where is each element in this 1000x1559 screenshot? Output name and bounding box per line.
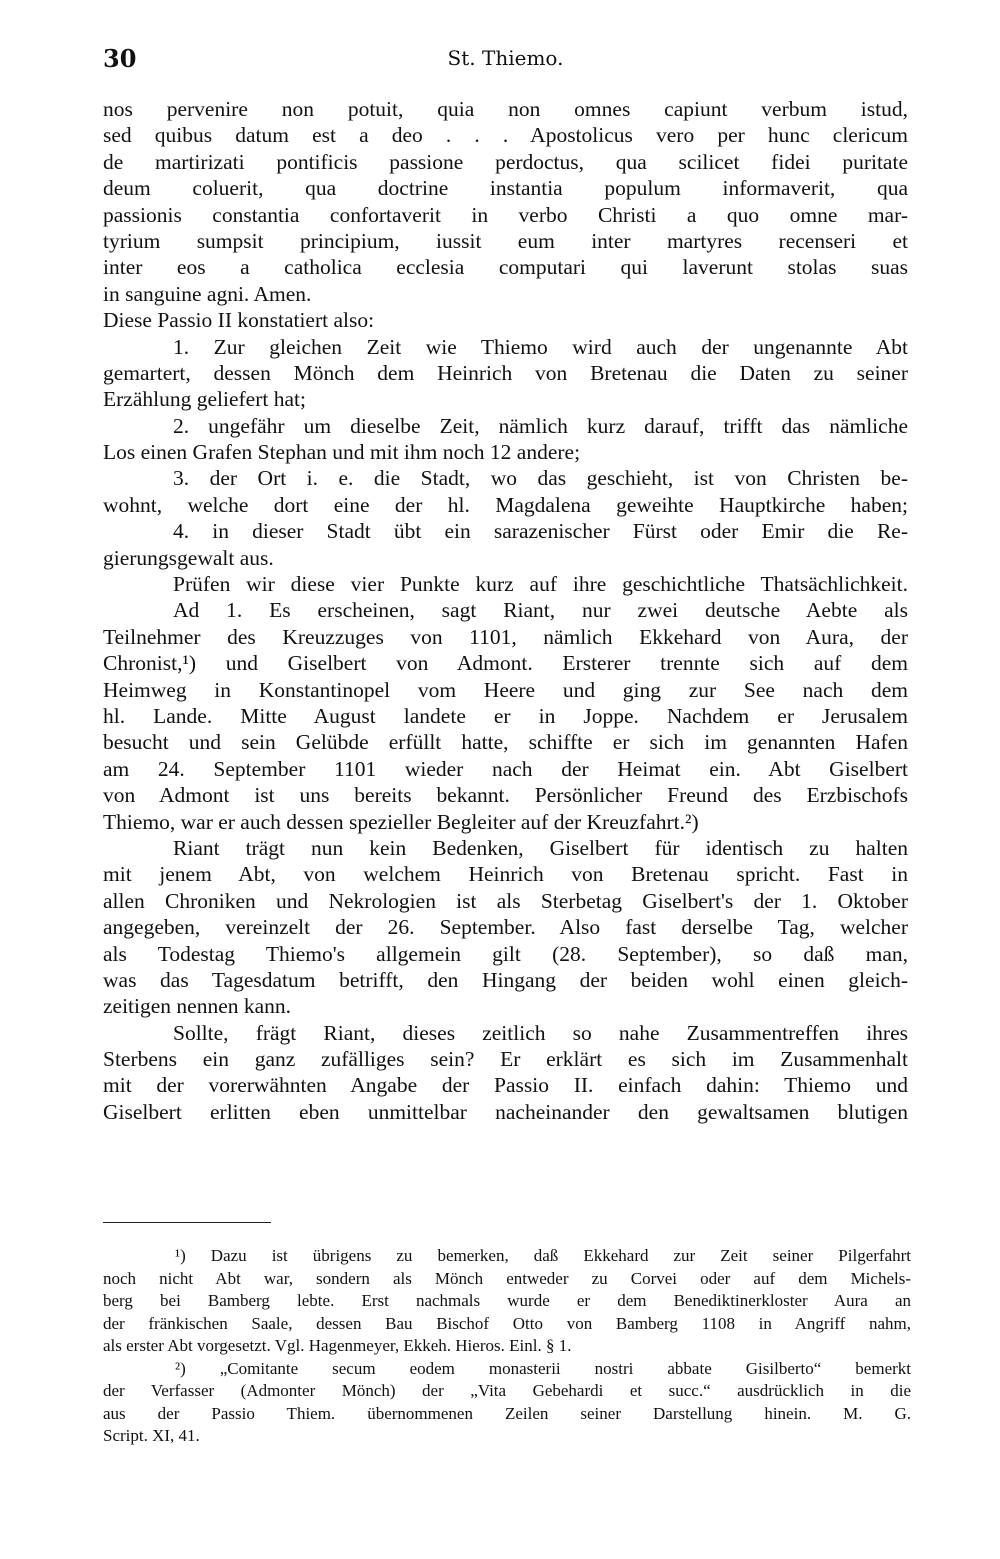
running-title: St. Thiemo. [447, 46, 564, 70]
body-line: Sterbens ein ganz zufälliges sein? Er erklärt es sich im Zusammenhalt [103, 1047, 908, 1072]
body-line: tyrium sumpsit principium, iussit eum inter martyres recenseri et [103, 228, 908, 253]
body-line: deum coluerit, qua doctrine instantia populum informaverit, qua [103, 176, 908, 201]
body-line: als Todestag Thiemo's allgemein gilt (28. September), so daß man, [103, 941, 908, 966]
footnote-line: der Verfasser (Admonter Mönch) der „Vita Gebehardi et succ.“ ausdrücklich in die [103, 1381, 911, 1400]
body-line: hl. Lande. Mitte August landete er in Joppe. Nachdem er Jerusalem [103, 703, 908, 728]
body-line: Erzählung geliefert hat; [103, 387, 306, 412]
body-line: Thiemo, war er auch dessen spezieller Begleiter auf der Kreuzfahrt.²) [103, 809, 699, 834]
body-line: mit der vorerwähnten Angabe der Passio II. einfach dahin: Thiemo und [103, 1073, 908, 1098]
body-line: Ad 1. Es erscheinen, sagt Riant, nur zwei deutsche Aebte als [173, 598, 908, 623]
body-line: Chronist,¹) und Giselbert von Admont. Ersterer trennte sich auf dem [103, 651, 908, 676]
footnote-line: ²) „Comitante secum eodem monasterii nostri abbate Gisilberto“ bemerkt [175, 1358, 911, 1378]
body-line: Sollte, frägt Riant, dieses zeitlich so nahe Zusammentreffen ihres [173, 1020, 908, 1045]
body-line: von Admont ist uns bereits bekannt. Persönlicher Freund des Erzbischofs [103, 783, 908, 808]
page-header [103, 44, 908, 78]
footnote-rule [103, 1222, 271, 1223]
body-line: gierungsgewalt aus. [103, 545, 274, 570]
body-line: allen Chroniken und Nekrologien ist als Sterbetag Giselbert's der 1. Oktober [103, 888, 908, 913]
body-line: angegeben, vereinzelt der 26. September. Also fast derselbe Tag, welcher [103, 915, 908, 940]
body-line: 2. ungefähr um dieselbe Zeit, nämlich kurz darauf, trifft das nämliche [173, 413, 908, 438]
body-line: 1. Zur gleichen Zeit wie Thiemo wird auch der ungenannte Abt [173, 334, 908, 359]
footnotes [103, 1245, 911, 1448]
body-line: was das Tagesdatum betrifft, den Hingang der beiden wohl einen gleich- [103, 967, 908, 992]
footnote-line: noch nicht Abt war, sondern als Mönch entweder zu Corvei oder auf dem Michels- [103, 1268, 911, 1288]
body-line: Diese Passio II konstatiert also: [103, 308, 375, 333]
body-line: Teilnehmer des Kreuzzuges von 1101, nämlich Ekkehard von Aura, der [103, 624, 908, 649]
body-line: besucht und sein Gelübde erfüllt hatte, schiffte er sich im genannten Hafen [103, 730, 908, 755]
body-line: passionis constantia confortaverit in verbo Christi a quo omne mar- [103, 202, 908, 227]
footnote-line: der fränkischen Saale, dessen Bau Bischof Otto von Bamberg 1108 in Angriff nahm, [103, 1313, 911, 1333]
body-line: nos pervenire non potuit, quia non omnes capiunt verbum istud, [103, 97, 908, 121]
body-line: Prüfen wir diese vier Punkte kurz auf ihre geschichtliche Thatsächlichkeit. [173, 572, 908, 597]
body-line: gemartert, dessen Mönch dem Heinrich von Bretenau die Daten zu seiner [103, 360, 908, 385]
body-line: Giselbert erlitten eben unmittelbar nacheinander den gewaltsamen blutigen [103, 1099, 908, 1124]
body-line: wohnt, welche dort eine der hl. Magdalena geweihte Hauptkirche haben; [103, 492, 908, 517]
body-line: 4. in dieser Stadt übt ein sarazenischer Fürst oder Emir die Re- [173, 519, 908, 544]
footnote-line: ¹) Dazu ist übrigens zu bemerken, daß Ekkehard zur Zeit seiner Pilgerfahrt [175, 1246, 911, 1265]
body-line: zeitigen nennen kann. [103, 994, 292, 1019]
footnote-line: Script. XI, 41. [103, 1426, 200, 1445]
page-number: 30 [103, 44, 137, 73]
body-line: Los einen Grafen Stephan und mit ihm noch 12 andere; [103, 440, 581, 465]
body-line: mit jenem Abt, von welchem Heinrich von Bretenau spricht. Fast in [103, 862, 908, 887]
footnote-line: als erster Abt vorgesetzt. Vgl. Hagenmeyer, Ekkeh. Hieros. Einl. § 1. [103, 1336, 572, 1355]
body-text [103, 96, 908, 1125]
body-line: Riant trägt nun kein Bedenken, Giselbert für identisch zu halten [173, 835, 908, 860]
body-line: in sanguine agni. Amen. [103, 281, 312, 306]
body-line: inter eos a catholica ecclesia computari qui laverunt stolas suas [103, 255, 908, 280]
body-line: 3. der Ort i. e. die Stadt, wo das geschieht, ist von Christen be- [173, 466, 908, 491]
footnote-line: aus der Passio Thiem. übernommenen Zeilen seiner Darstellung hinein. M. G. [103, 1403, 911, 1423]
body-line: de martirizati pontificis passione perdoctus, qua scilicet fidei puritate [103, 149, 908, 174]
body-line: am 24. September 1101 wieder nach der Heimat ein. Abt Giselbert [103, 756, 908, 781]
body-line: sed quibus datum est a deo . . . Apostolicus vero per hunc clericum [103, 123, 908, 148]
footnote-line: berg bei Bamberg lebte. Erst nachmals wurde er dem Benediktinerkloster Aura an [103, 1291, 911, 1310]
body-line: Heimweg in Konstantinopel vom Heere und ging zur See nach dem [103, 677, 908, 702]
